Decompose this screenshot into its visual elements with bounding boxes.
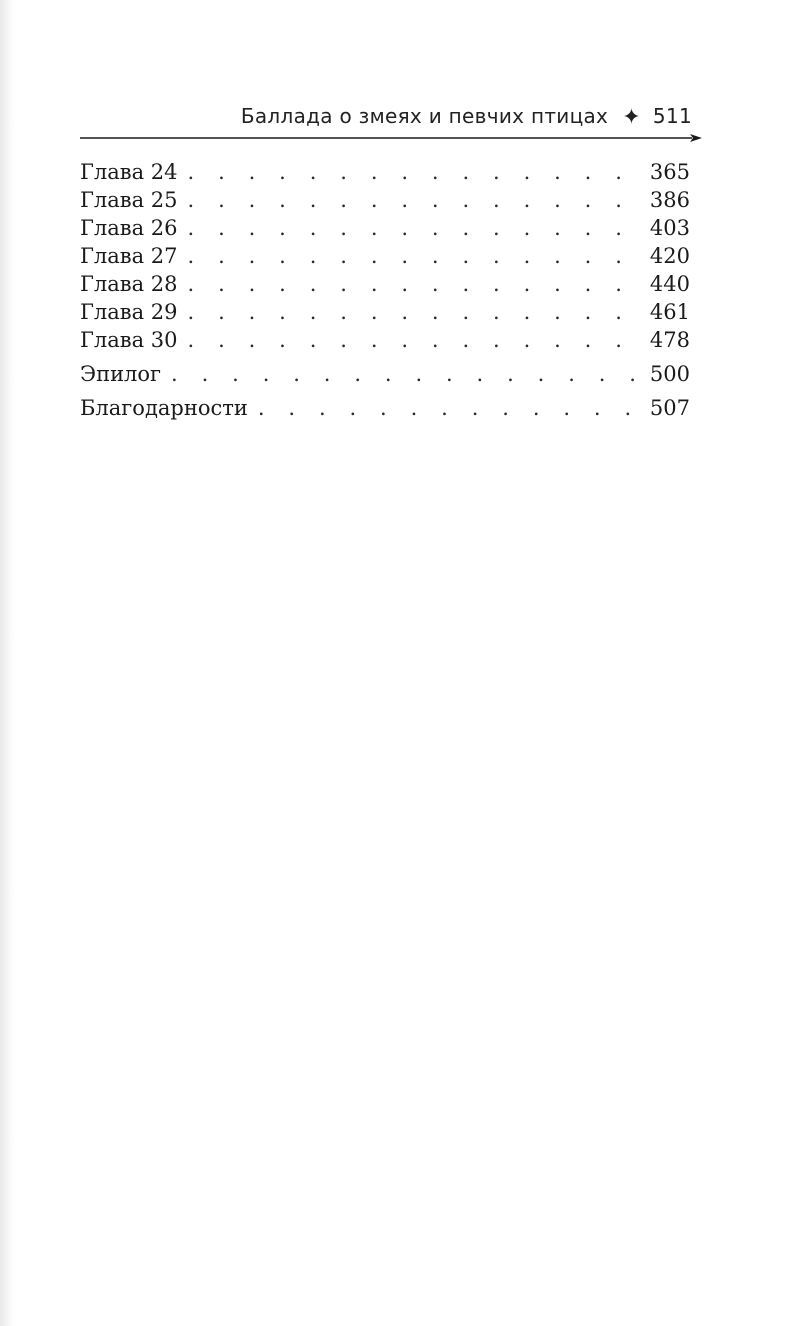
toc-entry-title: Глава 25 — [80, 188, 178, 212]
toc-entry-title: Эпилог — [80, 362, 162, 386]
toc-entry-page: 420 — [649, 244, 690, 268]
toc-entry-page: 403 — [649, 216, 690, 240]
toc-entry-page: 440 — [649, 272, 690, 296]
toc-entry-page: 500 — [649, 362, 690, 386]
toc-entry-title: Глава 29 — [80, 300, 178, 324]
dot-leader — [188, 242, 642, 270]
toc-entry — [80, 214, 690, 242]
toc-entry-title: Благодарности — [80, 396, 248, 420]
toc-entry — [80, 394, 690, 422]
dot-leader — [188, 214, 642, 242]
table-of-contents — [80, 158, 690, 422]
toc-entry — [80, 326, 690, 354]
toc-entry — [80, 360, 690, 388]
toc-entry-title: Глава 26 — [80, 216, 178, 240]
page-edge-shadow — [0, 0, 16, 1326]
toc-entry-title: Глава 28 — [80, 272, 178, 296]
dot-leader — [188, 186, 642, 214]
toc-entry-page: 507 — [649, 396, 690, 420]
dot-leader — [188, 158, 642, 186]
toc-entry — [80, 298, 690, 326]
toc-entry — [80, 158, 690, 186]
toc-entry-page: 478 — [649, 328, 690, 352]
toc-entry-page: 386 — [649, 188, 690, 212]
running-header-text — [241, 104, 692, 129]
toc-entry-page: 461 — [649, 300, 690, 324]
dot-leader — [188, 298, 642, 326]
running-header — [80, 100, 692, 132]
toc-entry — [80, 242, 690, 270]
dot-leader — [171, 360, 642, 388]
toc-entry-page: 365 — [649, 160, 690, 184]
toc-entry-title: Глава 24 — [80, 160, 178, 184]
dot-leader — [188, 326, 642, 354]
dot-leader — [188, 270, 642, 298]
toc-entry-title: Глава 27 — [80, 244, 178, 268]
page-number: 511 — [652, 104, 692, 128]
toc-entry — [80, 270, 690, 298]
toc-entry-title: Глава 30 — [80, 328, 178, 352]
toc-entry — [80, 186, 690, 214]
dot-leader — [258, 394, 642, 422]
header-arrow-rule — [80, 134, 702, 142]
book-title: Баллада о змеях и певчих птицах — [240, 104, 609, 128]
star-ornament-icon: ✦ — [622, 105, 641, 130]
